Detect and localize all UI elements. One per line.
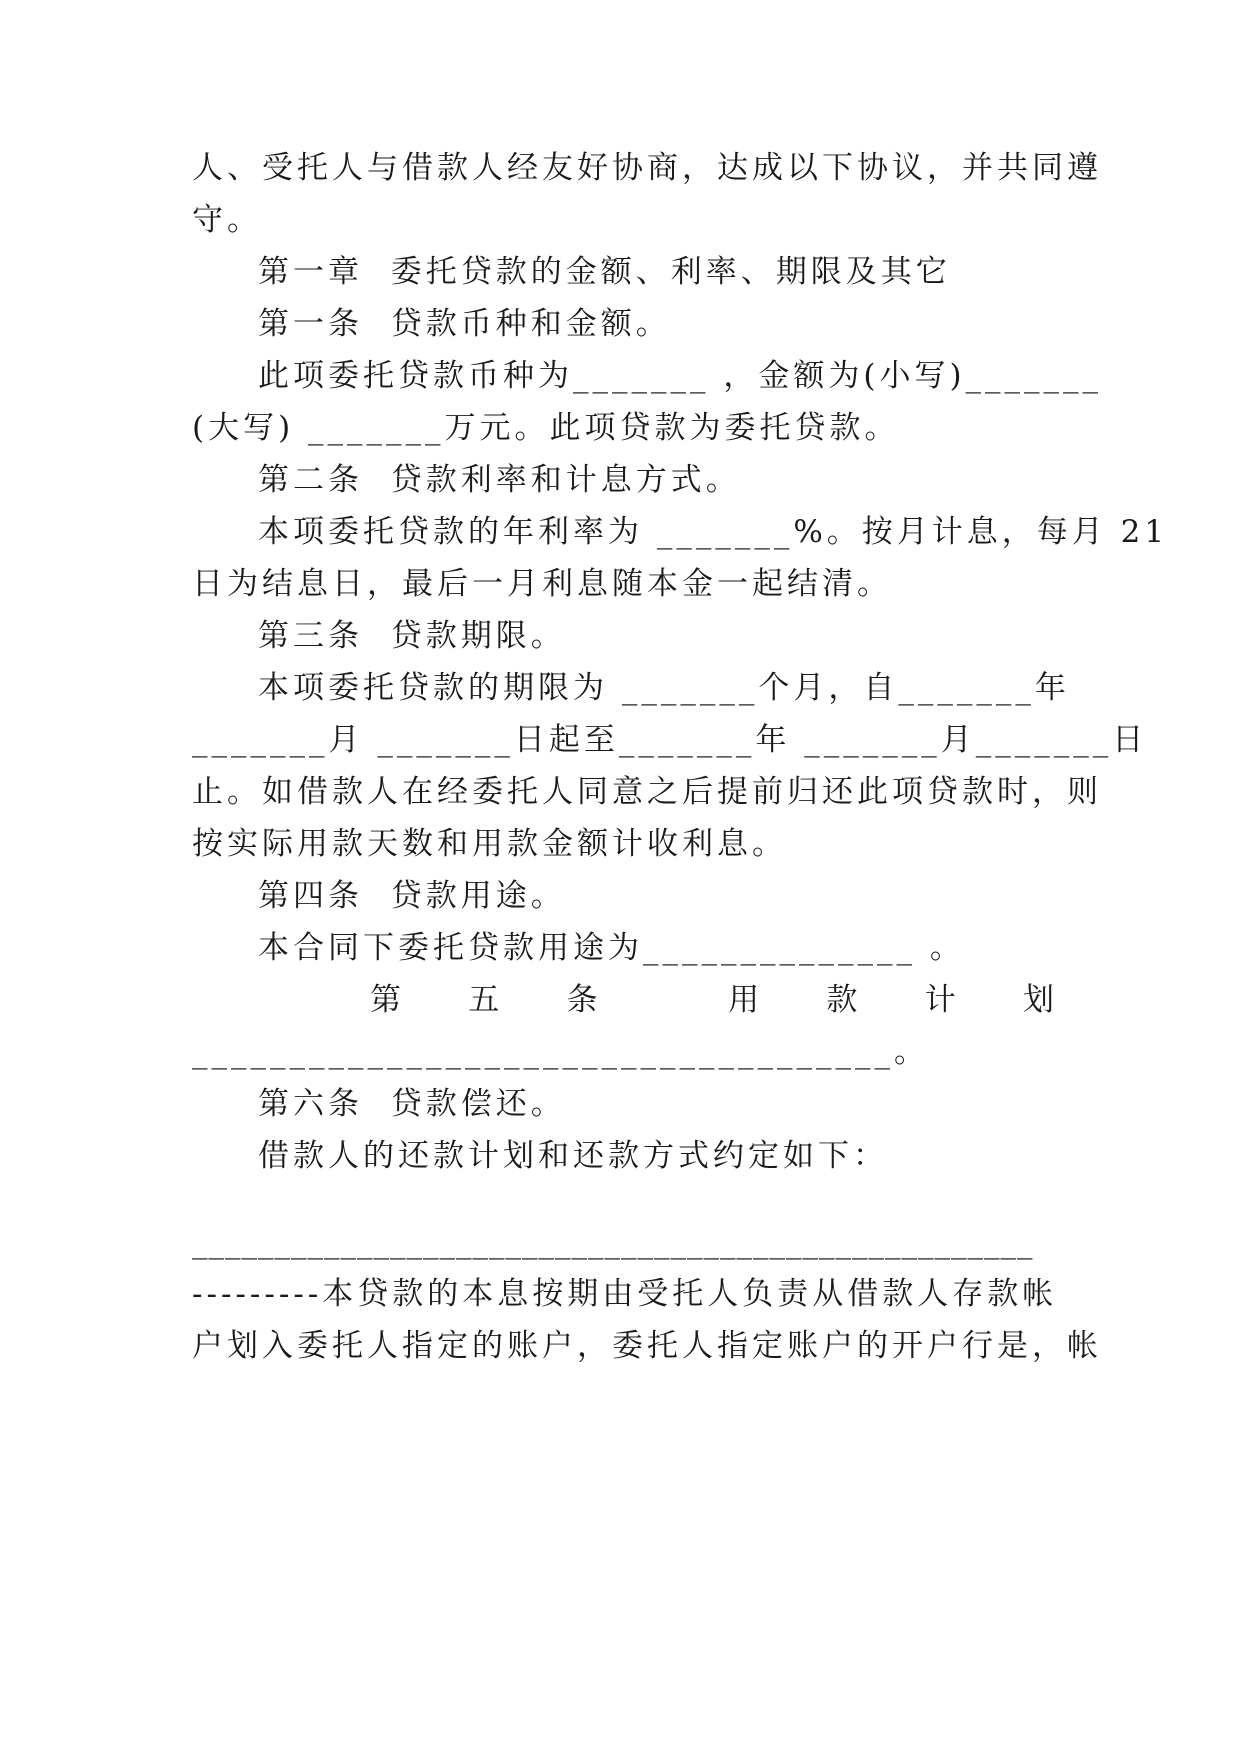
text-line: 户划入委托人指定的账户，委托人指定账户的开户行是，帐 <box>192 1328 1102 1364</box>
article-heading: 第四条 贷款用途。 <box>258 878 566 914</box>
blank-line: ___________________________________________________ <box>192 1224 1034 1260</box>
article-heading: 第一条 贷款币种和金额。 <box>258 306 671 342</box>
text-line: 借款人的还款计划和还款方式约定如下： <box>258 1138 888 1174</box>
article-heading-5 <box>370 980 1058 1020</box>
text-line: 守。 <box>192 202 262 238</box>
article-heading: 第六条 贷款偿还。 <box>258 1086 566 1122</box>
text-line: ---------本贷款的本息按期由受托人负责从借款人存款帐 <box>192 1276 1058 1312</box>
text-line: (大写) _______万元。此项贷款为委托贷款。 <box>192 410 900 446</box>
article5-char: 第 <box>370 982 405 1018</box>
article5-char: 计 <box>924 982 960 1018</box>
blank-line: ____________________________________。 <box>192 1034 929 1070</box>
article5-char: 五 <box>468 982 504 1018</box>
article-heading: 第二条 贷款利率和计息方式。 <box>258 462 741 498</box>
article-heading: 第三条 贷款期限。 <box>258 618 566 654</box>
chapter-heading: 第一章 委托贷款的金额、利率、期限及其它 <box>258 254 951 290</box>
text-line: 本合同下委托贷款用途为______________ 。 <box>258 930 965 966</box>
text-line: 本项委托贷款的期限为 _______个月，自_______年 <box>258 670 1070 706</box>
article5-char: 款 <box>826 982 862 1018</box>
text-line: 本项委托贷款的年利率为 _______%。按月计息，每月 21 <box>258 514 1169 550</box>
text-line: 日为结息日，最后一月利息随本金一起结清。 <box>192 566 892 602</box>
text-line: 此项委托贷款币种为_______ ，金额为(小写)_______ <box>258 358 1103 394</box>
text-line: 人、受托人与借款人经友好协商，达成以下协议，并共同遵 <box>192 150 1102 186</box>
text-line: _______月 _______日起至_______年 _______月_______日 <box>192 722 1148 758</box>
text-line: 止。如借款人在经委托人同意之后提前归还此项贷款时，则 <box>192 774 1102 810</box>
article5-char: 用 <box>728 982 764 1018</box>
article5-char: 划 <box>1022 982 1058 1018</box>
text-line: 按实际用款天数和用款金额计收利息。 <box>192 826 787 862</box>
article5-char: 条 <box>566 982 602 1018</box>
